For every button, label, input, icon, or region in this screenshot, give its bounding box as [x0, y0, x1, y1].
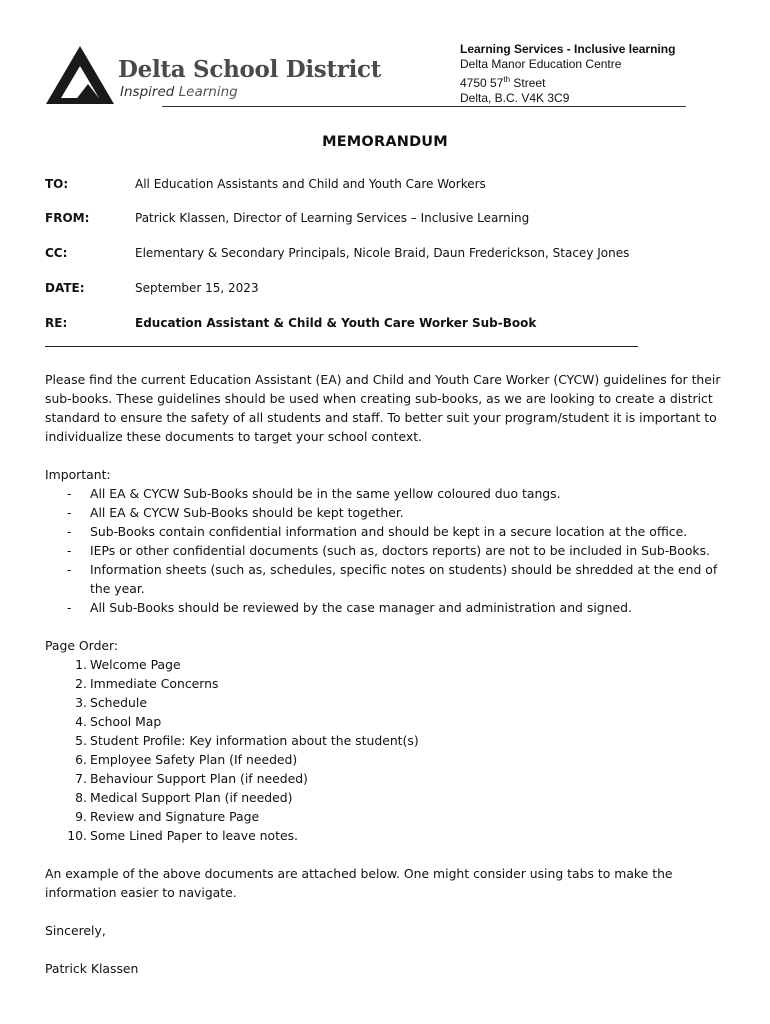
important-list — [45, 484, 730, 617]
cc-label: CC: — [45, 246, 68, 260]
page-order-label: Page Order: — [45, 638, 119, 653]
from-label: FROM: — [45, 211, 90, 225]
list-item: 4. School Map — [75, 714, 162, 729]
list-item-text: Immediate Concerns — [90, 676, 219, 691]
cc-value: Elementary & Secondary Principals, Nicole Braid, Daun Frederickson, Stacey Jones — [135, 246, 630, 260]
memo-body — [45, 370, 730, 978]
delta-triangle-icon — [44, 44, 116, 106]
re-label: RE: — [45, 316, 68, 330]
list-item: 3. Schedule — [75, 695, 147, 710]
logo-tagline — [120, 84, 238, 100]
date-label: DATE: — [45, 281, 85, 295]
list-item: 10. Some Lined Paper to leave notes. — [67, 828, 298, 843]
page-order-list — [45, 655, 730, 845]
list-item-text: Some Lined Paper to leave notes. — [90, 828, 298, 843]
list-item: - All EA & CYCW Sub-Books should be kept together. — [45, 503, 730, 522]
list-item-text: Review and Signature Page — [90, 809, 260, 824]
list-item: 1. Welcome Page — [75, 657, 181, 672]
closing-paragraph: An example of the above documents are attached below. One might consider using tabs to make the information easier to navigate. — [45, 866, 673, 900]
list-item: - Information sheets (such as, schedules, specific notes on students) should be shredded at the end of the year. — [45, 560, 730, 598]
list-item-text: Employee Safety Plan (If needed) — [90, 752, 298, 767]
department-name: Learning Services - Inclusive learning — [460, 42, 676, 56]
city-postal: Delta, B.C. V4K 3C9 — [460, 91, 570, 105]
list-item: - All EA & CYCW Sub-Books should be in the same yellow coloured duo tangs. — [45, 484, 730, 503]
district-logo — [44, 44, 382, 106]
to-label: TO: — [45, 177, 69, 191]
list-item-text: Behaviour Support Plan (if needed) — [90, 771, 308, 786]
logo-tagline-part-2: Learning — [178, 84, 238, 100]
list-item: 9. Review and Signature Page — [75, 809, 260, 824]
signature-name: Patrick Klassen — [45, 961, 139, 976]
list-item: 2. Immediate Concerns — [75, 676, 219, 691]
letterhead-rule — [162, 106, 686, 107]
list-item: - All Sub-Books should be reviewed by the case manager and administration and signed. — [45, 598, 730, 617]
logo-tagline-part-1: Inspired — [120, 84, 175, 100]
list-item-text: School Map — [90, 714, 162, 729]
memo-title: MEMORANDUM — [322, 134, 448, 150]
sign-off: Sincerely, — [45, 923, 106, 938]
to-value: All Education Assistants and Child and Youth Care Workers — [135, 177, 486, 191]
from-value: Patrick Klassen, Director of Learning Services – Inclusive Learning — [135, 211, 530, 225]
list-item-text: Medical Support Plan (if needed) — [90, 790, 293, 805]
date-value: September 15, 2023 — [135, 281, 259, 295]
list-item: 7. Behaviour Support Plan (if needed) — [75, 771, 308, 786]
important-label: Important: — [45, 467, 111, 482]
address-block — [460, 42, 675, 106]
header-divider — [45, 346, 638, 347]
list-item: - Sub-Books contain confidential information and should be kept in a secure location at the office. — [45, 522, 730, 541]
intro-paragraph: Please find the current Education Assistant (EA) and Child and Youth Care Worker (CYCW) guidelines for their sub-books. These guidelines should be used when creating sub-books, as we are looking to create a district standard to ensure the safety of all students and staff. To better suit your program/student it is important to individualize these documents to target your school context. — [45, 372, 721, 444]
street-address — [460, 72, 675, 91]
street-number: 4750 57 — [460, 76, 504, 90]
list-item: 5. Student Profile: Key information about the student(s) — [75, 733, 419, 748]
re-value: Education Assistant & Child & Youth Care Worker Sub-Book — [135, 316, 537, 330]
logo-name: Delta School District — [118, 56, 382, 83]
list-item: 8. Medical Support Plan (if needed) — [75, 790, 293, 805]
list-item-text: Schedule — [90, 695, 147, 710]
street-ordinal: th — [503, 75, 511, 84]
street-name: Street — [510, 76, 546, 90]
list-item-text: Welcome Page — [90, 657, 181, 672]
list-item-text: Student Profile: Key information about the student(s) — [90, 733, 419, 748]
office-name: Delta Manor Education Centre — [460, 57, 622, 71]
list-item: - IEPs or other confidential documents (such as, doctors reports) are not to be included in Sub-Books. — [45, 541, 730, 560]
list-item: 6. Employee Safety Plan (If needed) — [75, 752, 298, 767]
